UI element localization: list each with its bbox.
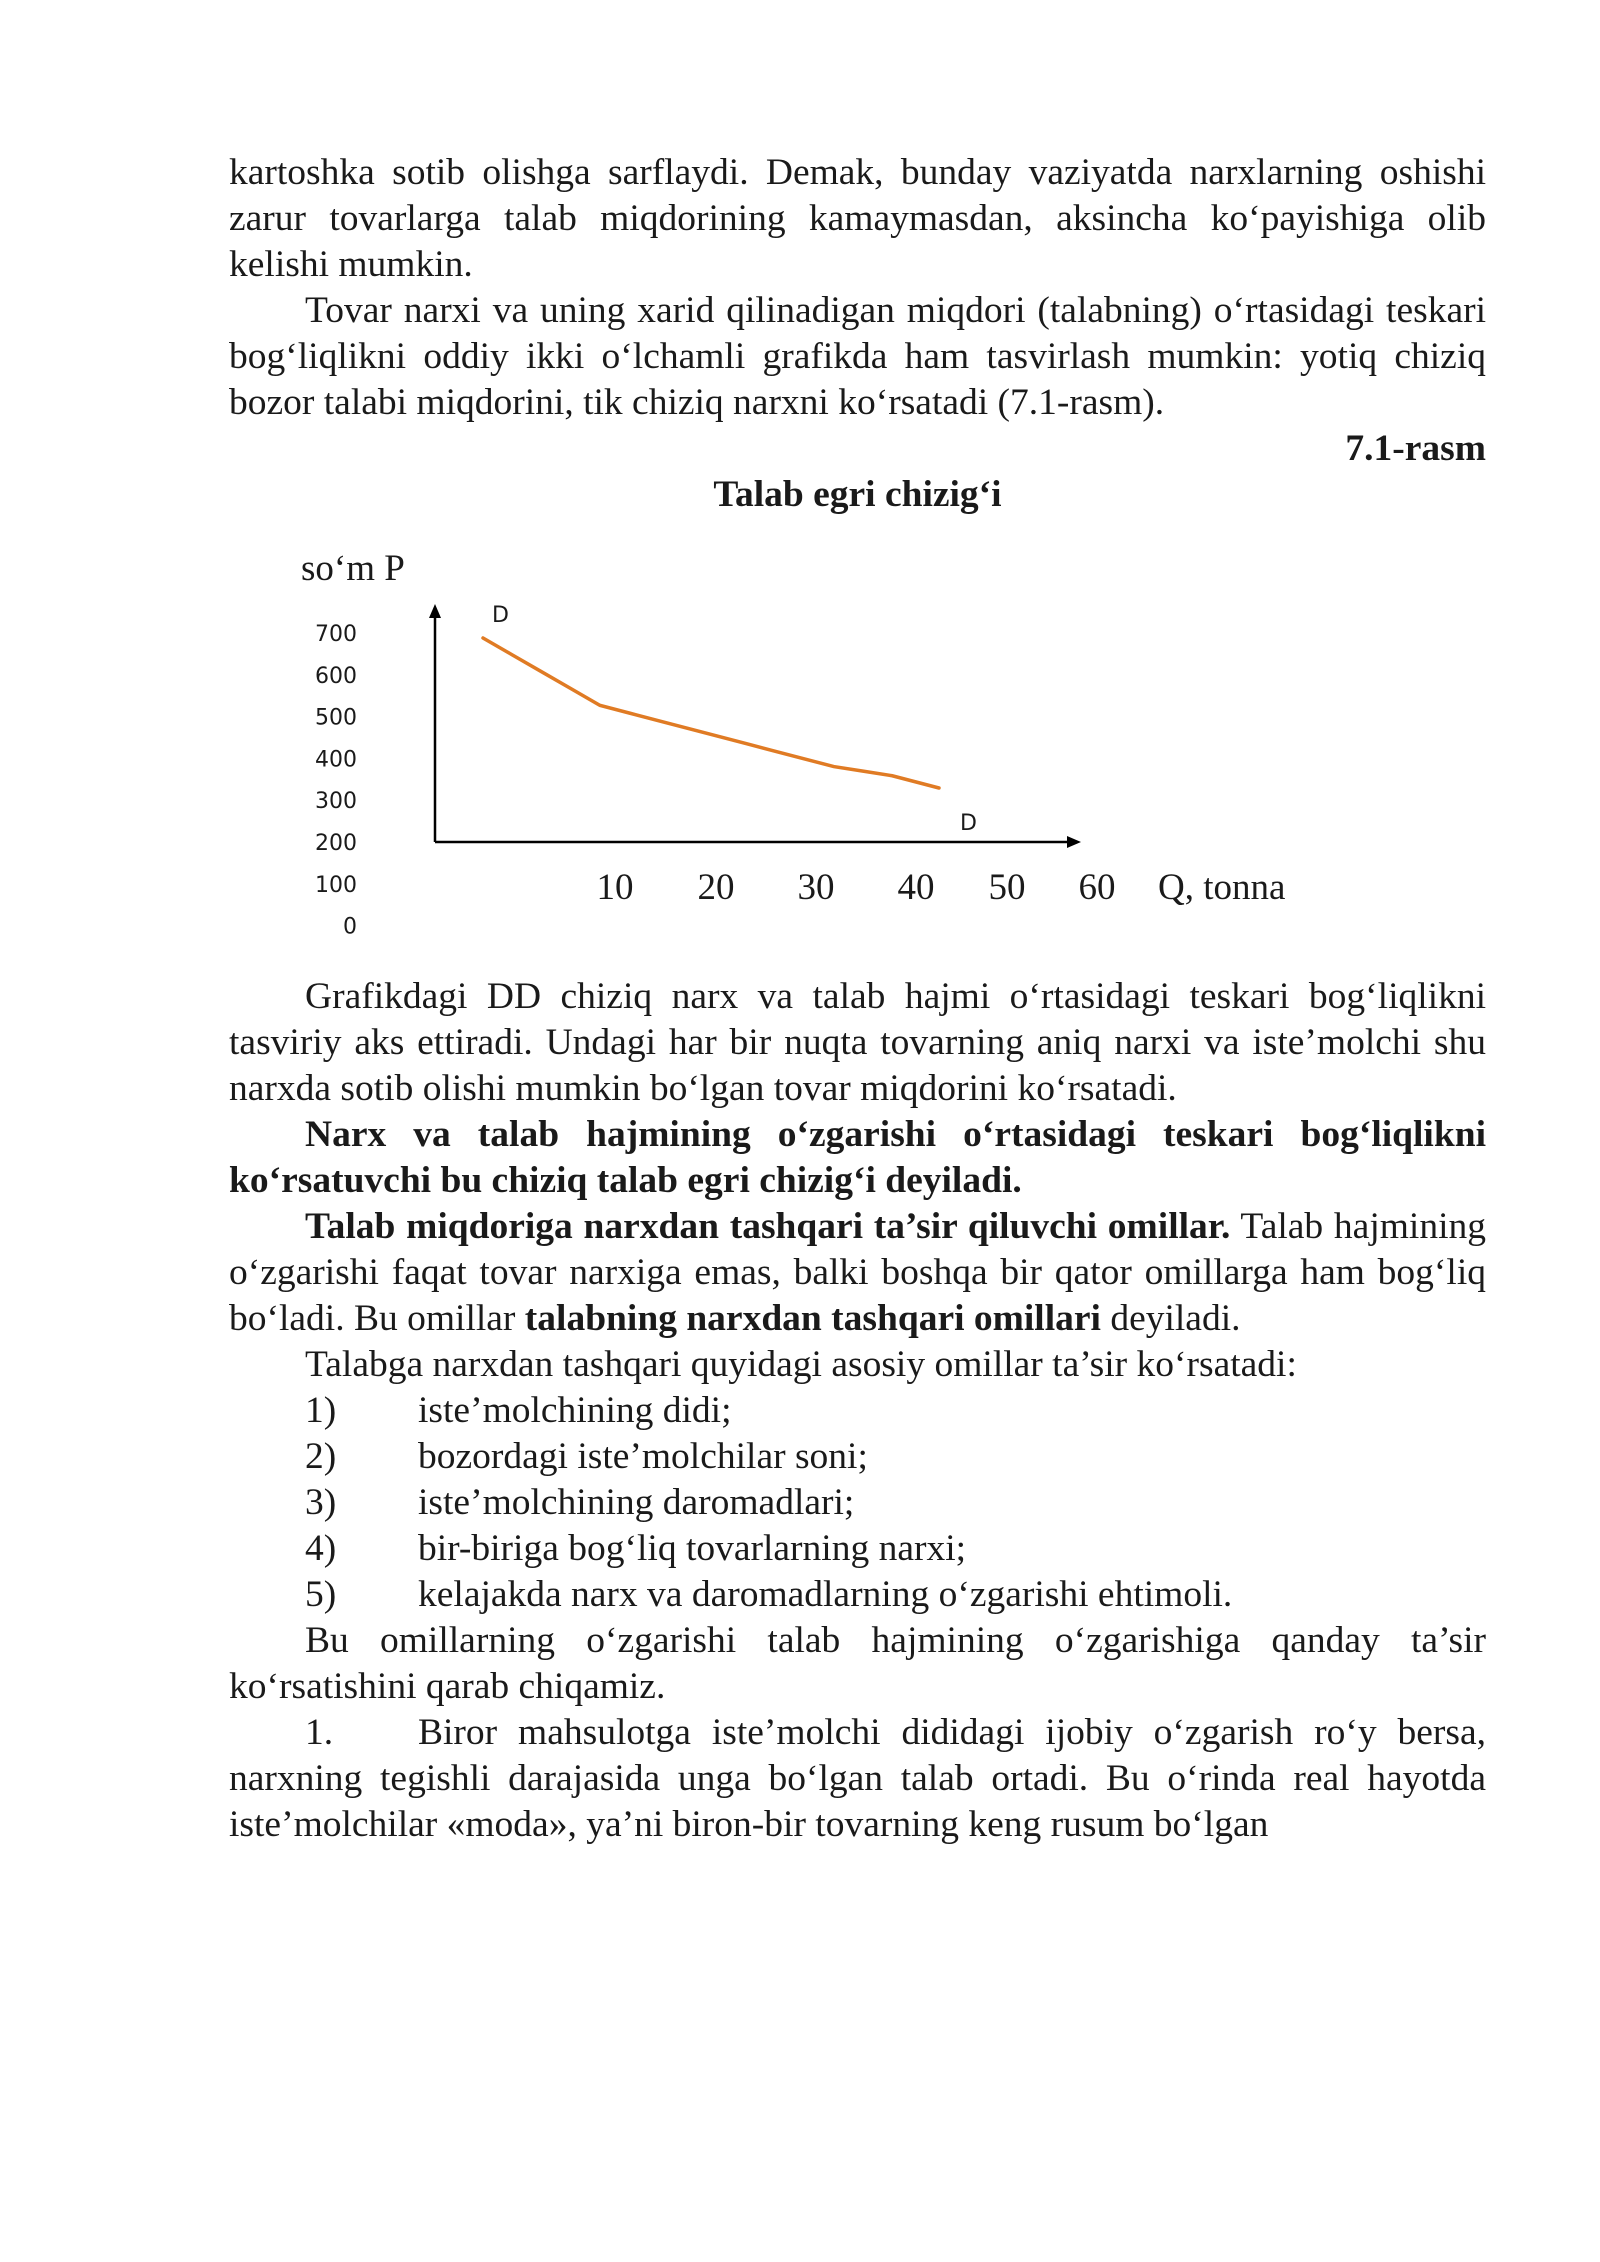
list-number: 1) bbox=[305, 1390, 337, 1431]
x-tick-label: 50 bbox=[988, 867, 1026, 908]
list-item bbox=[229, 1434, 1486, 1480]
figure-title: Talab egri chizig‘i bbox=[713, 474, 1002, 515]
list-number: 2) bbox=[305, 1436, 337, 1477]
curve-label-start: D bbox=[492, 603, 509, 628]
list-item bbox=[229, 1388, 1486, 1434]
chart-svg bbox=[229, 534, 1486, 954]
y-tick-label: 600 bbox=[315, 663, 357, 689]
factors-paragraph bbox=[229, 1204, 1486, 1342]
y-axis-label: so‘m P bbox=[301, 548, 405, 589]
list-number: 3) bbox=[305, 1482, 337, 1523]
paragraph: Grafikdagi DD chiziq narx va talab hajmi o‘rtasidagi teskari bog‘liqlikni tasviriy aks ettiradi. Undagi har bir nuqta tovarning aniq narxi va iste’molchi shu narxda sotib olishi mumkin bo‘lgan tovar miqdorini ko‘rsatadi. bbox=[229, 976, 1486, 1109]
text: deyiladi. bbox=[1100, 1298, 1241, 1339]
list-text: iste’molchining didi; bbox=[418, 1390, 732, 1431]
demand-curve-chart bbox=[229, 534, 1486, 954]
list-item bbox=[229, 1526, 1486, 1572]
list-number: 5) bbox=[305, 1574, 337, 1615]
figure-label: 7.1-rasm bbox=[1345, 428, 1486, 469]
list-text: Biror mahsulotga iste’molchi dididagi ijobiy o‘zgarish ro‘y bersa, bbox=[418, 1712, 1486, 1753]
y-tick-label: 200 bbox=[315, 831, 357, 856]
paragraph: kartoshka sotib olishga sarflaydi. Demak, bunday vaziyatda narxlarning oshishi zarur tovarlarga talab miqdorining kamaymasdan, aksincha ko‘payishiga olib kelishi mumkin. bbox=[229, 152, 1486, 285]
list-item bbox=[229, 1480, 1486, 1526]
list-intro: Talabga narxdan tashqari quyidagi asosiy omillar ta’sir ko‘rsatadi: bbox=[305, 1344, 1297, 1385]
bold-term: talabning narxdan tashqari omillari bbox=[524, 1298, 1101, 1339]
x-tick-label: 30 bbox=[797, 867, 835, 908]
list-item bbox=[229, 1572, 1486, 1618]
x-tick-label: 40 bbox=[897, 867, 935, 908]
x-tick-label: 10 bbox=[596, 867, 634, 908]
y-tick-label: 0 bbox=[343, 914, 357, 940]
y-tick-label: 500 bbox=[315, 705, 357, 731]
bold-lead: Talab miqdoriga narxdan tashqari ta’sir qiluvchi omillar. bbox=[305, 1206, 1231, 1247]
list-text: kelajakda narx va daromadlarning o‘zgarishi ehtimoli. bbox=[418, 1574, 1233, 1615]
list-number: 4) bbox=[305, 1528, 337, 1569]
y-tick-label: 700 bbox=[315, 622, 357, 647]
text: Talab hajmining o‘zgarishi faqat tovar narxiga emas, balki boshqa bir qator omillarga ham bog‘liq bo‘ladi. Bu omillar bbox=[229, 1206, 1486, 1339]
y-tick-label: 400 bbox=[315, 747, 357, 773]
list-text: bir-biriga bog‘liq tovarlarning narxi; bbox=[418, 1528, 967, 1569]
demand-curve bbox=[483, 638, 939, 788]
numbered-paragraph bbox=[229, 1710, 1486, 1756]
paragraph: narxning tegishli darajasida unga bo‘lgan talab ortadi. Bu o‘rinda real hayotda iste’molchilar «moda», ya’ni biron-bir tovarning keng rusum bo‘lgan bbox=[229, 1758, 1486, 1845]
paragraph: Tovar narxi va uning xarid qilinadigan miqdori (talabning) o‘rtasidagi teskari bog‘liqlikni oddiy ikki o‘lchamli grafikda ham tasvirlash mumkin: yotiq chiziq bozor talabi miqdorini, tik chiziq narxni ko‘rsatadi (7.1-rasm). bbox=[229, 290, 1486, 423]
y-tick-label: 100 bbox=[315, 872, 357, 898]
x-tick-label: 60 bbox=[1078, 867, 1116, 908]
list-number: 1. bbox=[305, 1712, 334, 1753]
y-tick-label: 300 bbox=[315, 789, 357, 815]
curve-label-end: D bbox=[960, 811, 977, 836]
paragraph: Bu omillarning o‘zgarishi talab hajmining o‘zgarishiga qanday ta’sir ko‘rsatishini qarab chiqamiz. bbox=[229, 1620, 1486, 1707]
x-axis-arrow bbox=[1067, 836, 1081, 848]
list-text: bozordagi iste’molchilar soni; bbox=[418, 1436, 868, 1477]
x-tick-label: 20 bbox=[697, 867, 735, 908]
list-text: iste’molchining daromadlari; bbox=[418, 1482, 855, 1523]
definition-paragraph: Narx va talab hajmining o‘zgarishi o‘rtasidagi teskari bog‘liqlikni ko‘rsatuvchi bu chiziq talab egri chizig‘i deyiladi. bbox=[229, 1114, 1486, 1201]
x-axis-label: Q, tonna bbox=[1158, 867, 1286, 908]
y-axis-arrow bbox=[429, 604, 441, 618]
document-page bbox=[229, 150, 1486, 1848]
